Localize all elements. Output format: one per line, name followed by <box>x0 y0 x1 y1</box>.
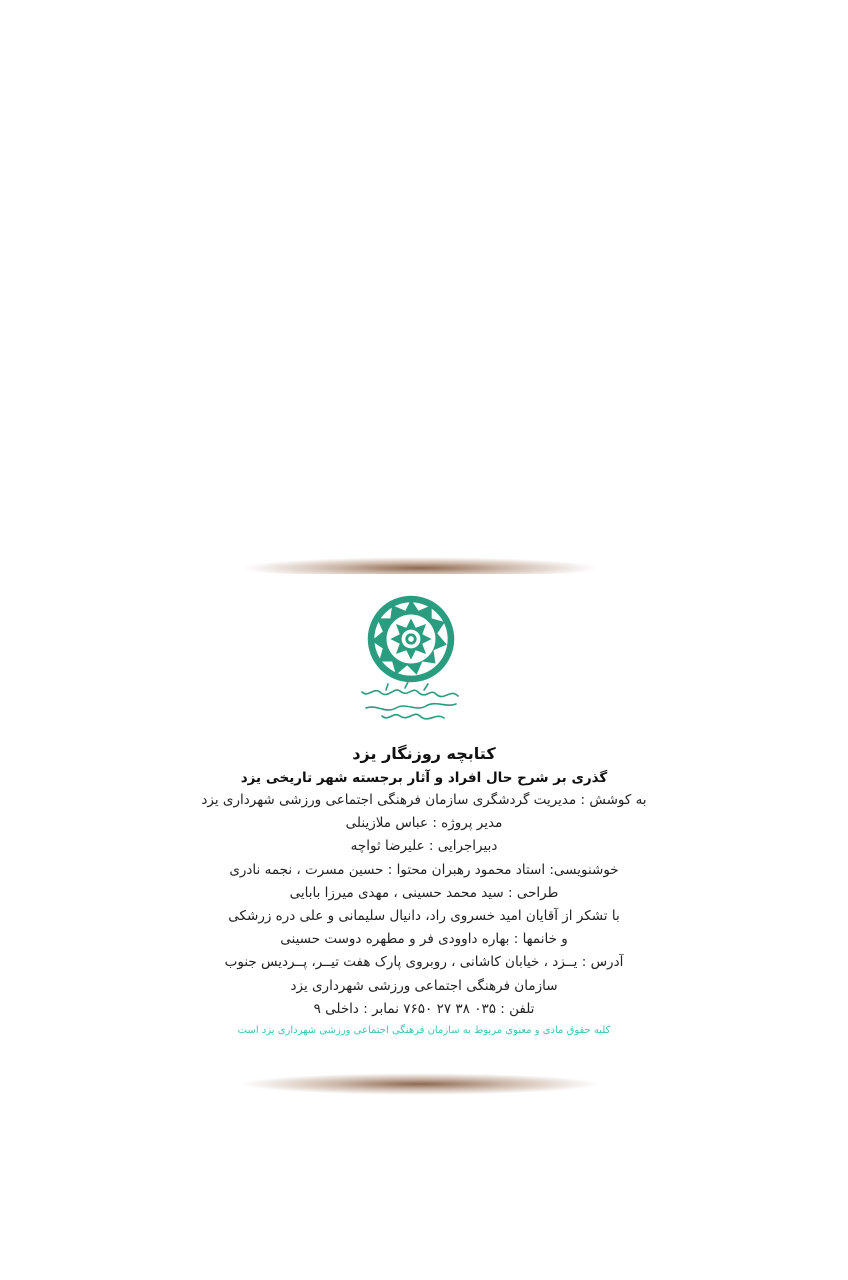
calligraphy-content-line: خوشنویسی: استاد محمود رهبران محتوا : حسین مسرت ، نجمه نادری <box>229 861 619 878</box>
copyright-line: کلیه حقوق مادی و معنوی مربوط به سازمان فرهنگی اجتماعی ورزشی شهرداری یزد است <box>237 1025 611 1037</box>
effort-line: به کوشش : مدیریت گردشگری سازمان فرهنگی اجتماعی ورزشی شهرداری یزد <box>201 792 647 808</box>
geometric-rosette-logo-icon <box>364 592 458 686</box>
address-line-2: سازمان فرهنگی اجتماعی ورزشی شهرداری یزد <box>290 977 558 994</box>
address-line-1: آدرس : یــزد ، خیابان کاشانی ، روبروی پارک هفت تیــر، پــردیس جنوب <box>224 954 624 971</box>
phone-line: تلفن : ۰۳۵ ۳۸ ۲۷ ۷۶۵۰ نمابر : داخلی ۹ <box>313 1000 535 1017</box>
thanks-line-1: با تشکر از آقایان امید خسروی راد، دانیال سلیمانی و علی دره زرشکی <box>228 908 620 925</box>
credits-block <box>180 740 668 1041</box>
design-line: طراحی : سید محمد حسینی ، مهدی میرزا بابایی <box>289 884 559 901</box>
top-divider-mask <box>230 574 610 588</box>
bottom-decorative-divider <box>240 1073 600 1095</box>
secretary-line: دبیراجرایی : علیرضا ثواچه <box>350 838 498 855</box>
logo-script-icon <box>358 678 464 730</box>
booklet-title: کتابچه روزنگار یزد <box>352 744 496 763</box>
project-manager-line: مدیر پروژه : عباس ملازینلی <box>345 815 503 832</box>
booklet-subtitle: گذری بر شرح حال افراد و آثار برجسته شهر تاریخی یزد <box>240 770 608 786</box>
thanks-line-2: و خانمها : بهاره داوودی فر و مطهره دوست حسینی <box>280 931 568 948</box>
